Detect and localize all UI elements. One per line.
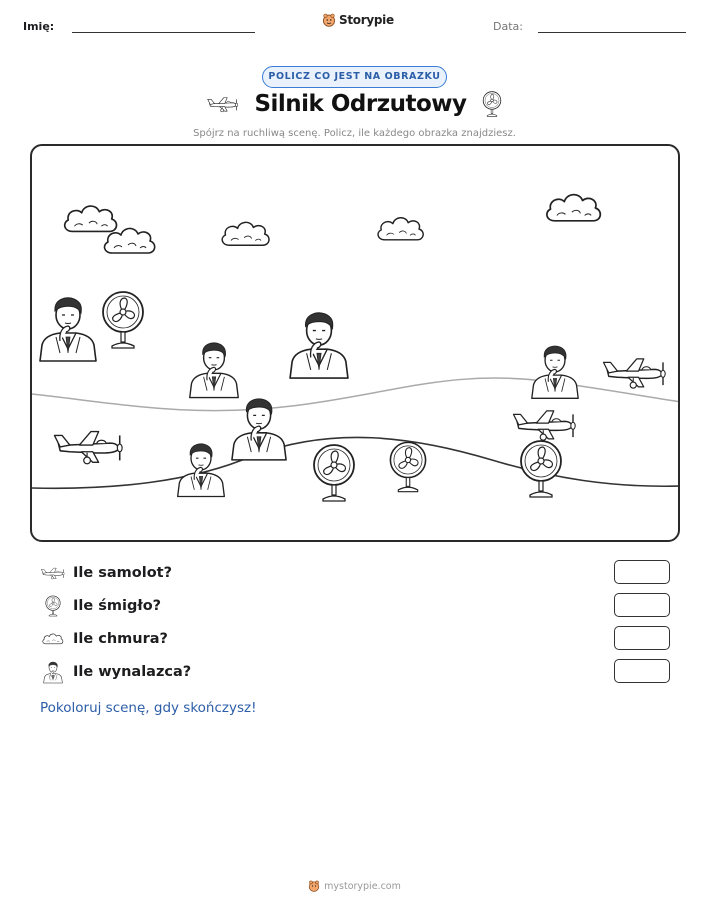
answer-box-fan[interactable]: [614, 593, 670, 617]
inventor-icon: [190, 343, 239, 398]
question-label: Ile samolot?: [73, 565, 173, 581]
question-label: Ile wynalazca?: [73, 664, 192, 680]
scene-illustration: [32, 146, 680, 542]
airplane-icon: [514, 411, 576, 440]
fan-icon: [40, 595, 66, 617]
title-row: [0, 90, 709, 118]
cloud-icon: [378, 218, 423, 240]
page-title: Silnik Odrzutowy: [254, 91, 467, 117]
answer-box-airplane[interactable]: [614, 560, 670, 584]
airplane-icon: [206, 93, 240, 115]
hill-line-lower: [32, 437, 680, 488]
question-label: Ile śmigło?: [73, 598, 162, 614]
brand-logo: [322, 13, 394, 27]
inventor-icon: [532, 346, 578, 398]
fan-icon: [481, 90, 503, 118]
airplane-icon: [54, 432, 122, 464]
cloud-icon: [222, 222, 269, 245]
answer-box-inventor[interactable]: [614, 659, 670, 683]
hill-line-upper: [32, 378, 680, 411]
cloud-icon: [40, 628, 66, 650]
fan-icon: [390, 442, 425, 491]
date-label: Data:: [493, 20, 523, 33]
question-inventor: [40, 659, 670, 685]
question-airplane: [40, 560, 670, 586]
storypie-logo-icon: [308, 880, 320, 892]
question-label: Ile chmura?: [73, 631, 168, 647]
date-line[interactable]: [538, 32, 686, 33]
answer-box-cloud[interactable]: [614, 626, 670, 650]
inventor-icon: [290, 313, 348, 378]
fan-icon: [521, 441, 561, 497]
fan-icon: [103, 292, 143, 348]
inventor-icon: [40, 661, 66, 683]
question-cloud: [40, 626, 670, 652]
cloud-icon: [547, 195, 601, 221]
question-fan: [40, 593, 670, 619]
name-label: Imię:: [23, 20, 55, 33]
fan-icon: [314, 445, 354, 501]
site-footer: [0, 880, 709, 892]
airplane-icon: [604, 359, 666, 388]
storypie-logo-icon: [322, 13, 336, 27]
brand-name: Storypie: [339, 13, 394, 27]
instructions: Spójrz na ruchliwą scenę. Policz, ile każdego obrazka znajdziesz.: [193, 128, 516, 139]
cloud-icon: [105, 228, 155, 253]
activity-badge: POLICZ CO JEST NA OBRAZKU: [262, 66, 447, 88]
airplane-icon: [40, 562, 66, 584]
counting-scene[interactable]: [30, 144, 680, 542]
name-line[interactable]: [72, 32, 255, 33]
site-url[interactable]: mystorypie.com: [324, 880, 401, 892]
coloring-note: Pokoloruj scenę, gdy skończysz!: [40, 700, 257, 716]
inventor-icon: [178, 444, 225, 497]
cloud-icon: [65, 206, 117, 231]
inventor-icon: [40, 298, 96, 361]
